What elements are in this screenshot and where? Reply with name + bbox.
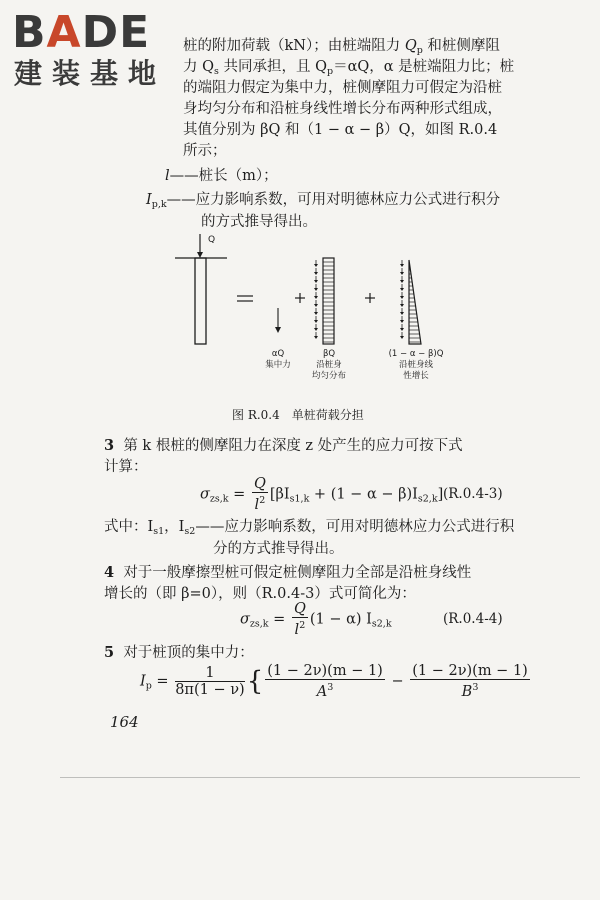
figure-q-label: Q <box>208 235 216 245</box>
top-load-arrowhead <box>197 252 203 258</box>
triangle-arrowhead <box>400 296 404 299</box>
figure-label-linear: (1 − α − β)Q 沿桩身线 性增长 <box>388 349 444 381</box>
definition-is-line1: 式中：$I_{s1}$，$I_{s2}——$应力影响系数，可用对明德林应力公式进行积 <box>104 519 515 537</box>
triangle-arrowhead <box>400 312 404 315</box>
logo-chinese: 建装基地 <box>14 57 167 90</box>
para1-line3: 的端阻力假定为集中力，桩侧摩阻力可假定为沿桩 <box>183 80 502 96</box>
uniform-arrowhead <box>314 272 318 275</box>
item4-line2: 增长的（即 β=0），则（R.0.4-3）式可简化为： <box>104 586 416 602</box>
equation-number-r044: (R.0.4-4) <box>443 611 503 627</box>
triangle-arrowhead <box>400 304 404 307</box>
uniform-hatch <box>323 262 334 342</box>
uniform-arrowhead <box>314 304 318 307</box>
triangle-arrowhead <box>400 288 404 291</box>
equation-r043: $\sigma_{zs,k}$ = $\frac{Q}{l^2}$ $[\beta I_{s1,k} + (1 - \alpha - \beta)I_{s2,k}]$ <box>200 476 444 513</box>
equation-ip: $I_p$ = $\frac{1}{8\pi(1 - \nu)}$ { $\frac{(1 - 2\nu)(m - 1)}{A^3}$ − $\frac{(1 - 2\nu)(m - 1)}{B^3}$ <box>140 663 528 700</box>
bade-logo <box>12 8 177 93</box>
uniform-arrowhead <box>314 328 318 331</box>
definition-ipk-line1: $I_{p,k}——$应力影响系数，可用对明德林应力公式进行积分 <box>146 192 501 210</box>
definition-l: l——桩长（m）； <box>165 168 278 184</box>
item5-line1: 5 对于桩顶的集中力： <box>104 644 254 661</box>
item4-line1: 4 对于一般摩擦型桩可假定桩侧摩阻力全部是沿桩身线性 <box>104 564 472 581</box>
figure-pile-load <box>165 232 455 392</box>
scan-edge-line <box>60 777 580 778</box>
triangle-arrowhead <box>400 320 404 323</box>
page-number: 164 <box>110 713 139 731</box>
figure-label-uniform: βQ 沿桩身 均匀分布 <box>311 349 346 381</box>
uniform-arrowhead <box>314 296 318 299</box>
definition-ipk-line2: 的方式推导得出。 <box>201 214 317 230</box>
para1-line4: 身均匀分布和沿桩身线性增长分布两种形式组成， <box>183 101 502 117</box>
para1-line2: 力 $Q_s$ 共同承担，且 $Q_p=\alpha Q$，α 是桩端阻力比；桩 <box>183 59 515 77</box>
para1-line5: 其值分别为 βQ 和（1 − α − β）Q，如图 R.0.4 <box>183 122 498 138</box>
triangle-arrowhead <box>400 328 404 331</box>
uniform-block <box>323 258 334 344</box>
triangle-arrowhead <box>400 336 404 339</box>
triangle-arrowhead <box>400 264 404 267</box>
figure-label-concentrated: αQ 集中力 <box>265 349 291 370</box>
item3-line2: 计算： <box>104 459 148 475</box>
item3-line1: 3 第 k 根桩的侧摩阻力在深度 z 处产生的应力可按下式 <box>104 437 463 454</box>
concentrated-arrowhead <box>275 327 281 333</box>
para1-line1: 桩的附加荷载（kN）；由桩端阻力 $Q_p$ 和桩侧摩阻 <box>183 38 500 56</box>
definition-is-line2: 分的方式推导得出。 <box>213 541 344 557</box>
uniform-arrowhead <box>314 320 318 323</box>
uniform-arrowhead <box>314 336 318 339</box>
triangle-arrowhead <box>400 272 404 275</box>
uniform-arrowhead <box>314 264 318 267</box>
equation-number-r043: (R.0.4-3) <box>443 486 503 502</box>
para1-line6: 所示； <box>183 143 227 159</box>
uniform-arrowhead <box>314 288 318 291</box>
uniform-arrowhead <box>314 312 318 315</box>
triangle-arrows <box>400 260 404 339</box>
triangle-arrowhead <box>400 280 404 283</box>
figure-caption: 图 R.0.4 单桩荷载分担 <box>232 408 364 422</box>
uniform-arrowhead <box>314 280 318 283</box>
equation-r044: $\sigma_{zs,k}$ = $\frac{Q}{l^2}$ (1 − α) $I_{s2,k}$ <box>240 601 392 638</box>
uniform-arrows <box>314 260 318 339</box>
logo-word: BADE <box>12 7 151 58</box>
pile-shaft <box>195 258 206 344</box>
